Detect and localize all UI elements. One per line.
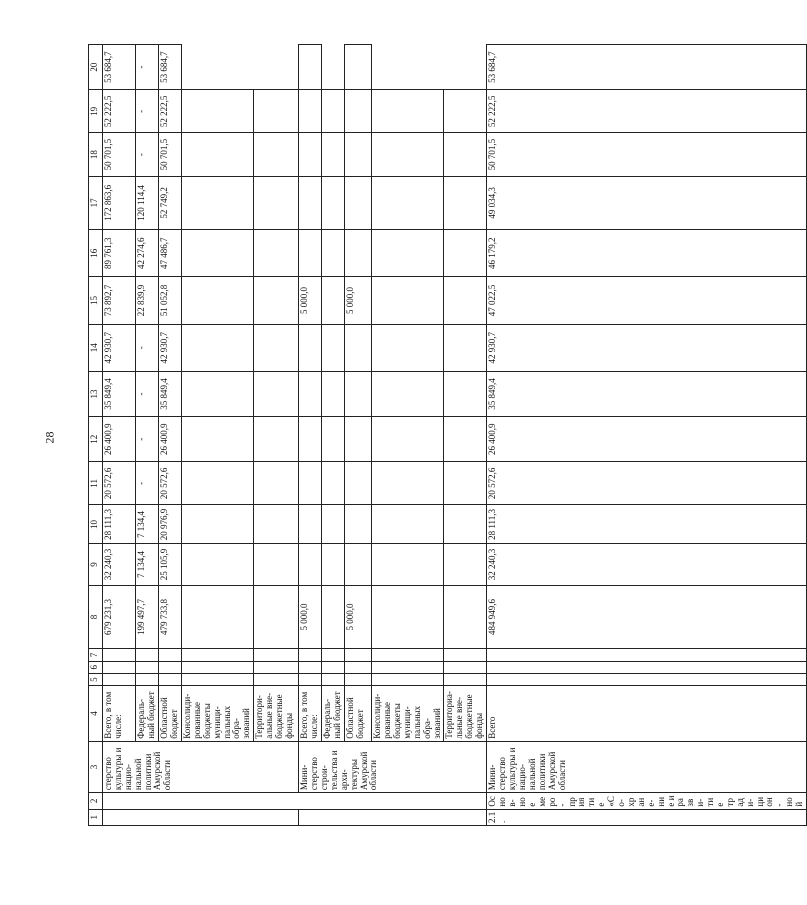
col-number: 4 [89, 686, 103, 741]
cell [299, 133, 322, 176]
value-cell: 26 400,9 [103, 417, 136, 462]
value-cell: 47 022,5 [487, 277, 807, 324]
table-row [372, 45, 444, 826]
cell [254, 661, 299, 673]
source-cell: Областной бюджет [345, 686, 372, 741]
value-cell: 28 111,3 [103, 505, 136, 544]
value-cell: - [136, 45, 159, 90]
cell [182, 585, 254, 649]
table-row [136, 45, 159, 826]
cell [299, 673, 322, 685]
value-cell: 479 733,8 [159, 585, 182, 649]
col-number: 10 [89, 505, 103, 544]
cell [444, 505, 487, 544]
value-cell: - [136, 324, 159, 371]
cell [299, 230, 322, 277]
column-number-row [89, 45, 103, 826]
cell [444, 230, 487, 277]
cell [182, 230, 254, 277]
value-cell: 25 105,9 [159, 544, 182, 585]
cell [372, 417, 444, 462]
cell [254, 371, 299, 416]
cell [345, 324, 372, 371]
value-cell: - [136, 90, 159, 133]
value-cell: 52 749,2 [159, 176, 182, 229]
value-cell: 26 400,9 [487, 417, 807, 462]
cell [345, 661, 372, 673]
cell [322, 462, 345, 505]
col-number: 5 [89, 673, 103, 685]
col-number: 7 [89, 649, 103, 661]
col-number: 13 [89, 371, 103, 416]
table-row [103, 45, 136, 826]
cell [182, 649, 254, 661]
value-cell: 28 111,3 [487, 505, 807, 544]
cell [372, 324, 444, 371]
cell [254, 505, 299, 544]
value-cell: 20 572,6 [103, 462, 136, 505]
value-cell: 26 400,9 [159, 417, 182, 462]
value-cell: 51 052,8 [159, 277, 182, 324]
col-number: 18 [89, 133, 103, 176]
source-cell: Консолиди- рованные бюджеты муници- пальных обра- зований [372, 686, 444, 741]
cell [487, 673, 807, 685]
cell [299, 371, 322, 416]
value-cell: 50 701,5 [487, 133, 807, 176]
value-cell: 5 000,0 [299, 277, 322, 324]
value-cell: 35 849,4 [103, 371, 136, 416]
cell [254, 673, 299, 685]
value-cell: 50 701,5 [159, 133, 182, 176]
cell [299, 505, 322, 544]
value-cell: 49 034,3 [487, 176, 807, 229]
col-number: 6 [89, 661, 103, 673]
source-cell: Федераль- ный бюджет [136, 686, 159, 741]
value-cell: 53 684,7 [103, 45, 136, 90]
cell [254, 324, 299, 371]
table-row [299, 45, 322, 826]
cell [136, 661, 159, 673]
cell [182, 505, 254, 544]
value-cell: 42 274,6 [136, 230, 159, 277]
value-cell: 73 892,7 [103, 277, 136, 324]
value-cell: - [136, 462, 159, 505]
value-cell: 5 000,0 [345, 585, 372, 649]
cell [322, 133, 345, 176]
cell [372, 133, 444, 176]
value-cell: 52 222,5 [487, 90, 807, 133]
cell [322, 230, 345, 277]
cell [322, 371, 345, 416]
cell [254, 277, 299, 324]
cell [182, 462, 254, 505]
source-cell: Всего, в том числе: [299, 686, 322, 741]
col-number: 8 [89, 585, 103, 649]
cell [103, 673, 136, 685]
cell [182, 324, 254, 371]
cell [254, 176, 299, 229]
cell [322, 417, 345, 462]
cell [444, 649, 487, 661]
cell [487, 649, 807, 661]
value-cell: 20 572,6 [487, 462, 807, 505]
source-cell: Всего, в том числе: [103, 686, 136, 741]
cell [182, 133, 254, 176]
col-number: 1 [89, 809, 103, 825]
cell [299, 661, 322, 673]
cell [372, 661, 444, 673]
cell [372, 230, 444, 277]
cell [103, 793, 487, 809]
value-cell: 484 949,6 [487, 585, 807, 649]
source-cell: Всего [487, 686, 807, 741]
table-row [322, 45, 345, 826]
cell [182, 90, 254, 133]
cell [444, 544, 487, 585]
cell [182, 277, 254, 324]
table-row [345, 45, 372, 826]
cell [299, 45, 322, 90]
cell [254, 462, 299, 505]
value-cell: 172 863,6 [103, 176, 136, 229]
cell [322, 585, 345, 649]
cell [322, 505, 345, 544]
cell [182, 544, 254, 585]
cell [345, 371, 372, 416]
cell [159, 673, 182, 685]
col-number: 15 [89, 277, 103, 324]
value-cell: 52 222,5 [103, 90, 136, 133]
source-cell: Территори- альные вне- бюджетные фонды [254, 686, 299, 741]
value-cell: 35 849,4 [487, 371, 807, 416]
cell [322, 277, 345, 324]
value-cell: 53 684,7 [159, 45, 182, 90]
cell [372, 544, 444, 585]
cell [299, 809, 487, 825]
cell [372, 505, 444, 544]
cell [299, 324, 322, 371]
cell [182, 176, 254, 229]
cell [345, 544, 372, 585]
cell [372, 673, 444, 685]
cell [345, 462, 372, 505]
measure-name-cell: Основ- ное меро- приятие «Со- хране- ние и разви- тие тради- цион- ной [487, 793, 807, 809]
value-cell: 53 684,7 [487, 45, 807, 90]
cell [345, 230, 372, 277]
cell [322, 673, 345, 685]
cell [372, 176, 444, 229]
value-cell: 5 000,0 [345, 277, 372, 324]
cell [372, 649, 444, 661]
cell [136, 649, 159, 661]
cell [254, 649, 299, 661]
value-cell: 7 134,4 [136, 505, 159, 544]
executor-cell: Мини- стерство культуры и нацио- нальной политики Амурской области [487, 741, 807, 792]
value-cell: 20 572,6 [159, 462, 182, 505]
cell [254, 133, 299, 176]
executor-cell: стерство культуры и нацио- нальной политики Амурской области [103, 741, 299, 792]
cell [182, 661, 254, 673]
budget-table [88, 44, 807, 826]
value-cell: 22 839,9 [136, 277, 159, 324]
cell [254, 230, 299, 277]
cell [182, 673, 254, 685]
cell [322, 661, 345, 673]
cell [182, 417, 254, 462]
cell [345, 45, 372, 90]
cell [444, 585, 487, 649]
cell [444, 90, 487, 133]
value-cell: - [136, 417, 159, 462]
source-cell: Федераль- ный бюджет [322, 686, 345, 741]
col-number: 12 [89, 417, 103, 462]
cell [345, 673, 372, 685]
cell [322, 324, 345, 371]
col-number: 16 [89, 230, 103, 277]
row-number-cell: 2.1. [487, 809, 807, 825]
value-cell: 7 134,4 [136, 544, 159, 585]
col-number: 20 [89, 45, 103, 90]
cell [372, 277, 444, 324]
cell [103, 661, 136, 673]
value-cell: 50 701,5 [103, 133, 136, 176]
table-row [159, 45, 182, 826]
cell [372, 585, 444, 649]
col-number: 14 [89, 324, 103, 371]
value-cell: 32 240,3 [487, 544, 807, 585]
value-cell: 42 930,7 [159, 324, 182, 371]
cell [103, 649, 136, 661]
cell [254, 90, 299, 133]
cell [299, 649, 322, 661]
cell [345, 133, 372, 176]
cell [372, 462, 444, 505]
cell [299, 90, 322, 133]
cell [322, 544, 345, 585]
cell [444, 673, 487, 685]
value-cell: 32 240,3 [103, 544, 136, 585]
cell [345, 417, 372, 462]
cell [372, 371, 444, 416]
cell [444, 277, 487, 324]
source-cell: Территориа- льные вне- бюджетные фонды [444, 686, 487, 741]
value-cell: - [136, 371, 159, 416]
cell [372, 90, 444, 133]
budget-table-rotated [88, 44, 805, 826]
cell [136, 673, 159, 685]
cell [254, 585, 299, 649]
col-number: 19 [89, 90, 103, 133]
value-cell: 89 761,3 [103, 230, 136, 277]
executor-cell: Мини- стерство строи- тельства и архи- тектуры Амурской области [299, 741, 487, 792]
cell [444, 133, 487, 176]
cell [444, 462, 487, 505]
cell [322, 90, 345, 133]
col-number: 17 [89, 176, 103, 229]
value-cell: 52 222,5 [159, 90, 182, 133]
cell [159, 661, 182, 673]
table-row [254, 45, 299, 826]
cell [444, 661, 487, 673]
value-cell: 46 179,2 [487, 230, 807, 277]
cell [254, 544, 299, 585]
cell [444, 371, 487, 416]
cell [345, 176, 372, 229]
value-cell: 47 486,7 [159, 230, 182, 277]
col-number: 2 [89, 793, 103, 809]
cell [299, 417, 322, 462]
cell [322, 176, 345, 229]
cell [444, 176, 487, 229]
source-cell: Областной бюджет [159, 686, 182, 741]
col-number: 11 [89, 462, 103, 505]
source-cell: Консолиди- рованные бюджеты муници- пальных обра- зований [182, 686, 254, 741]
value-cell: 679 231,3 [103, 585, 136, 649]
cell [345, 505, 372, 544]
cell [299, 462, 322, 505]
cell [159, 649, 182, 661]
value-cell: 42 930,7 [487, 324, 807, 371]
cell [299, 544, 322, 585]
cell [103, 809, 299, 825]
cell [182, 371, 254, 416]
table-row [487, 45, 807, 826]
value-cell: 42 930,7 [103, 324, 136, 371]
col-number: 3 [89, 741, 103, 792]
cell [345, 649, 372, 661]
page-number: 28 [42, 431, 57, 444]
cell [345, 90, 372, 133]
cell [487, 661, 807, 673]
value-cell: 120 114,4 [136, 176, 159, 229]
value-cell: 199 497,7 [136, 585, 159, 649]
table-row [444, 45, 487, 826]
table-row [182, 45, 254, 826]
value-cell: 5 000,0 [299, 585, 322, 649]
cell [444, 324, 487, 371]
value-cell: 35 849,4 [159, 371, 182, 416]
value-cell: 20 976,9 [159, 505, 182, 544]
value-cell: - [136, 133, 159, 176]
cell [322, 649, 345, 661]
col-number: 9 [89, 544, 103, 585]
cell [299, 176, 322, 229]
cell [444, 417, 487, 462]
cell [254, 417, 299, 462]
